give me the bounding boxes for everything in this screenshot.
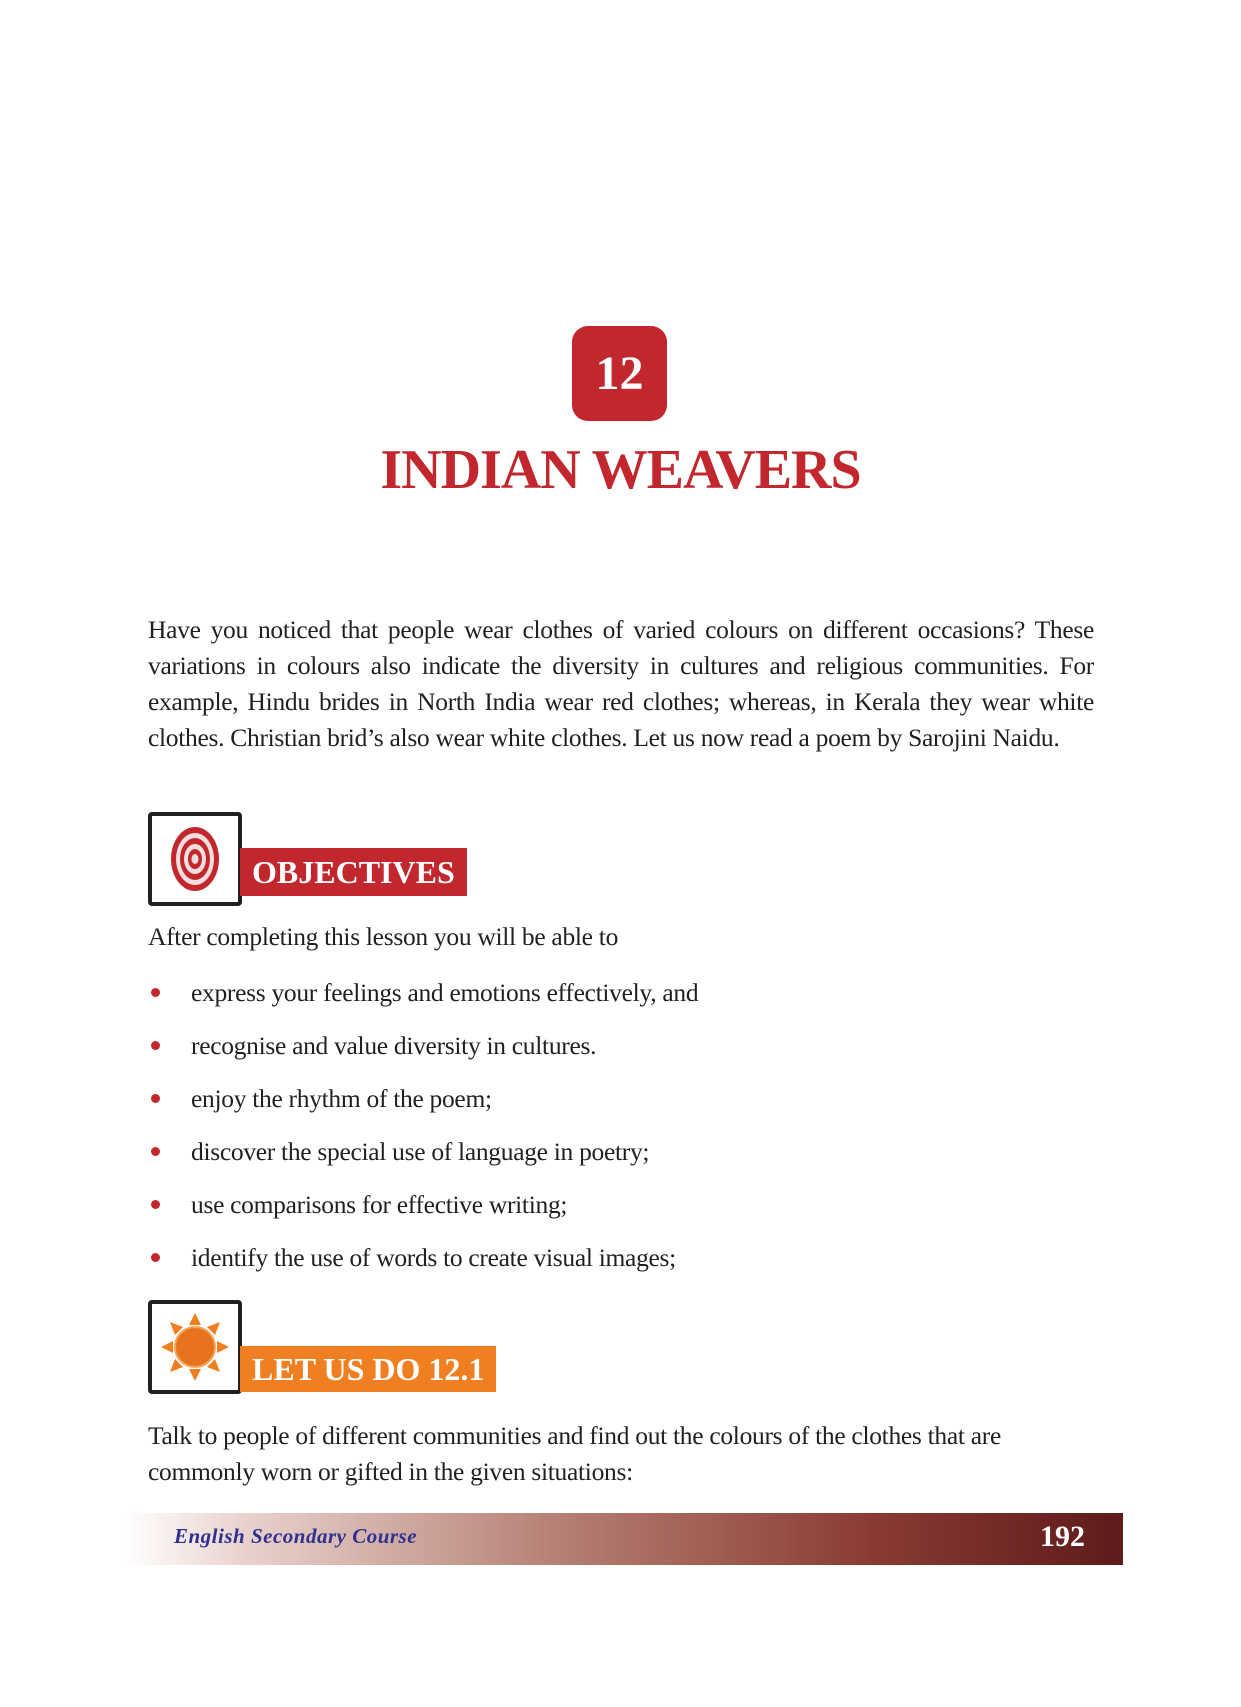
list-item: recognise and value diversity in cultures. [148, 1019, 698, 1072]
bullet-icon [151, 1253, 160, 1262]
page-number: 192 [1040, 1520, 1085, 1553]
bullet-icon [151, 1200, 160, 1209]
bullet-icon [151, 1094, 160, 1103]
footer-course-title: English Secondary Course [174, 1524, 418, 1548]
intro-paragraph: Have you noticed that people wear clothes of varied colours on different occasions? These variations in colours also indicate the diversity in cultures and religious communities. For example, Hindu brides in North India wear red clothes; whereas, in Kerala they wear white clothes. Christian brid’s also wear white clothes. Let us now read a poem by Sarojini Naidu. [148, 615, 1094, 752]
bullet-icon [151, 1041, 160, 1050]
activity-heading: LET US DO 12.1 [240, 1346, 496, 1392]
objectives-heading: OBJECTIVES [240, 848, 467, 896]
target-icon [148, 812, 242, 906]
bullet-icon [151, 1147, 160, 1156]
list-item: discover the special use of language in poetry; [148, 1125, 698, 1178]
sun-icon [148, 1300, 242, 1394]
list-item: enjoy the rhythm of the poem; [148, 1072, 698, 1125]
chapter-number-badge [572, 326, 667, 421]
objectives-lead: After completing this lesson you will be able to [148, 922, 619, 951]
list-item: express your feelings and emotions effectively, and [148, 966, 698, 1019]
activity-text: Talk to people of different communities and find out the colours of the clothes that are commonly worn or gifted in the given situations: [148, 1421, 1001, 1486]
bullet-icon [151, 988, 160, 997]
list-item: identify the use of words to create visual images; [148, 1231, 698, 1284]
objectives-list [148, 966, 698, 1284]
chapter-title: INDIAN WEAVERS [380, 439, 861, 501]
list-item: use comparisons for effective writing; [148, 1178, 698, 1231]
chapter-number: 12 [595, 347, 644, 400]
